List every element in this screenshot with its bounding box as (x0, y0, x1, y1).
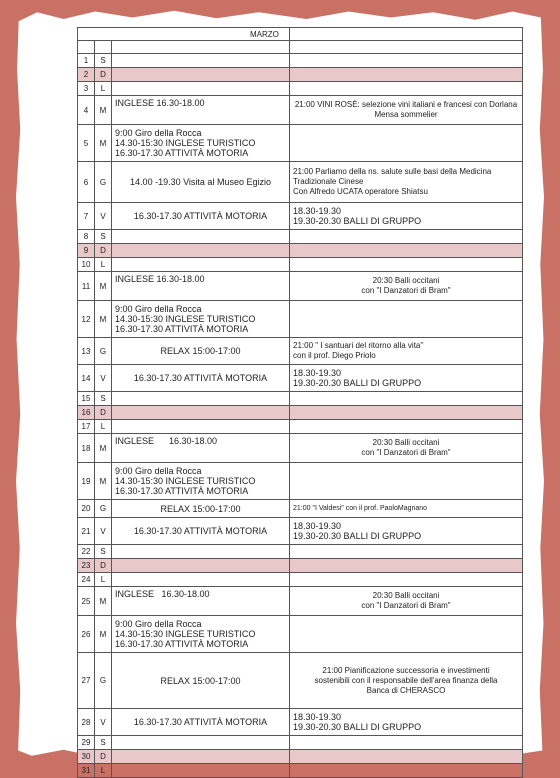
weekday: M (95, 463, 112, 500)
weekday: L (95, 573, 112, 587)
day-number: 30 (78, 750, 95, 764)
daytime-activity: INGLESE 16.30-18.00 (112, 434, 290, 463)
day-row-sunday (78, 406, 523, 420)
day-row-sunday (78, 559, 523, 573)
day-row (78, 420, 523, 434)
evening-activity (290, 54, 523, 68)
daytime-activity: INGLESE 16.30-18.00 (112, 96, 290, 125)
day-number: 29 (78, 736, 95, 750)
day-number: 8 (78, 230, 95, 244)
weekday: G (95, 653, 112, 709)
weekday: M (95, 125, 112, 162)
day-number: 15 (78, 392, 95, 406)
day-row (78, 258, 523, 272)
day-row (78, 272, 523, 301)
day-number: 6 (78, 162, 95, 203)
daytime-activity (112, 68, 290, 82)
day-row (78, 463, 523, 500)
day-number: 10 (78, 258, 95, 272)
day-number: 12 (78, 301, 95, 338)
weekday: D (95, 244, 112, 258)
calendar-table (77, 27, 523, 778)
daytime-activity: RELAX 15:00-17:00 (112, 500, 290, 518)
weekday: M (95, 587, 112, 616)
day-number: 7 (78, 203, 95, 230)
day-row (78, 82, 523, 96)
weekday: G (95, 338, 112, 365)
day-number: 20 (78, 500, 95, 518)
weekday: D (95, 750, 112, 764)
weekday: S (95, 392, 112, 406)
header-row (78, 28, 523, 41)
day-number: 14 (78, 365, 95, 392)
daytime-activity: 16.30-17.30 ATTIVITÀ MOTORIA (112, 203, 290, 230)
evening-activity (290, 545, 523, 559)
day-number: 22 (78, 545, 95, 559)
daytime-activity (112, 573, 290, 587)
day-number: 27 (78, 653, 95, 709)
day-row (78, 230, 523, 244)
daytime-activity: 9:00 Giro della Rocca 14.30-15:30 INGLESE TURISTICO 16.30-17.30 ATTIVITÀ MOTORIA (112, 463, 290, 500)
weekday: G (95, 500, 112, 518)
daytime-activity (112, 750, 290, 764)
daytime-activity: 14.00 -19.30 Visita al Museo Egizio (112, 162, 290, 203)
evening-activity: 21:00 Pianificazione successoria e investimenti sostenibili con il responsabile dell'area finanza della Banca di CHERASCO (290, 653, 523, 709)
weekday: S (95, 736, 112, 750)
day-row (78, 301, 523, 338)
daytime-activity: 9:00 Giro della Rocca 14.30-15:30 INGLESE TURISTICO 16.30-17.30 ATTIVITÀ MOTORIA (112, 616, 290, 653)
daytime-activity (112, 230, 290, 244)
evening-activity (290, 68, 523, 82)
weekday: L (95, 420, 112, 434)
daytime-activity: INGLESE 16.30-18.00 (112, 587, 290, 616)
day-row (78, 54, 523, 68)
evening-activity (290, 230, 523, 244)
weekday: V (95, 518, 112, 545)
evening-activity (290, 616, 523, 653)
day-row (78, 162, 523, 203)
blank-row (78, 41, 523, 54)
weekday: D (95, 406, 112, 420)
day-number: 21 (78, 518, 95, 545)
day-number: 18 (78, 434, 95, 463)
evening-activity: 21:00 " I santuari del ritorno alla vita" con il prof. Diego Priolo (290, 338, 523, 365)
day-row (78, 653, 523, 709)
evening-activity (290, 750, 523, 764)
day-number: 28 (78, 709, 95, 736)
weekday: V (95, 203, 112, 230)
evening-activity: 20:30 Balli occitani con "I Danzatori di Bram" (290, 587, 523, 616)
day-number: 25 (78, 587, 95, 616)
daytime-activity (112, 736, 290, 750)
daytime-activity (112, 392, 290, 406)
evening-activity (290, 559, 523, 573)
evening-activity (290, 244, 523, 258)
evening-activity: 20:30 Balli occitani con "I Danzatori di Bram" (290, 434, 523, 463)
weekday: L (95, 258, 112, 272)
evening-activity (290, 420, 523, 434)
daytime-activity (112, 559, 290, 573)
evening-activity (290, 125, 523, 162)
daytime-activity: RELAX 15:00-17:00 (112, 653, 290, 709)
daytime-activity (112, 54, 290, 68)
day-number: 23 (78, 559, 95, 573)
day-row (78, 573, 523, 587)
day-row (78, 96, 523, 125)
evening-activity: 21:00 VINI ROSÈ: selezione vini italiani e francesi con Dorlana Mensa sommelier (290, 96, 523, 125)
day-row (78, 338, 523, 365)
day-number: 1 (78, 54, 95, 68)
day-row (78, 203, 523, 230)
evening-activity (290, 463, 523, 500)
evening-activity: 18.30-19.30 19.30-20.30 BALLI DI GRUPPO (290, 518, 523, 545)
weekday: M (95, 434, 112, 463)
day-number: 11 (78, 272, 95, 301)
evening-activity: 18.30-19.30 19.30-20.30 BALLI DI GRUPPO (290, 709, 523, 736)
weekday: M (95, 272, 112, 301)
day-row (78, 392, 523, 406)
day-row (78, 764, 523, 778)
day-number: 24 (78, 573, 95, 587)
day-number: 26 (78, 616, 95, 653)
day-row (78, 434, 523, 463)
day-row (78, 587, 523, 616)
daytime-activity (112, 406, 290, 420)
day-number: 2 (78, 68, 95, 82)
weekday: V (95, 709, 112, 736)
daytime-activity (112, 258, 290, 272)
day-row (78, 545, 523, 559)
day-row-sunday (78, 244, 523, 258)
daytime-activity: 16.30-17.30 ATTIVITÀ MOTORIA (112, 518, 290, 545)
weekday: M (95, 616, 112, 653)
daytime-activity: INGLESE 16.30-18.00 (112, 272, 290, 301)
weekday: S (95, 230, 112, 244)
day-number: 31 (78, 764, 95, 778)
day-number: 5 (78, 125, 95, 162)
evening-activity (290, 573, 523, 587)
day-row (78, 709, 523, 736)
evening-activity (290, 406, 523, 420)
day-number: 13 (78, 338, 95, 365)
weekday: V (95, 365, 112, 392)
evening-activity (290, 736, 523, 750)
day-number: 3 (78, 82, 95, 96)
daytime-activity (112, 82, 290, 96)
day-number: 9 (78, 244, 95, 258)
weekday: L (95, 764, 112, 778)
weekday: G (95, 162, 112, 203)
daytime-activity: RELAX 15:00-17:00 (112, 338, 290, 365)
weekday: D (95, 68, 112, 82)
evening-activity: 21:00 "I Valdesi" con il prof. PaoloMagnano (290, 500, 523, 518)
daytime-activity: 9:00 Giro della Rocca 14.30-15:30 INGLESE TURISTICO 16.30-17.30 ATTIVITÀ MOTORIA (112, 125, 290, 162)
daytime-activity: 16.30-17.30 ATTIVITÀ MOTORIA (112, 365, 290, 392)
weekday: S (95, 545, 112, 559)
evening-activity (290, 392, 523, 406)
evening-activity (290, 82, 523, 96)
evening-activity: 18.30-19.30 19.30-20.30 BALLI DI GRUPPO (290, 365, 523, 392)
daytime-activity (112, 244, 290, 258)
daytime-activity (112, 764, 290, 778)
day-row-sunday (78, 68, 523, 82)
day-number: 17 (78, 420, 95, 434)
evening-activity (290, 258, 523, 272)
weekday: S (95, 54, 112, 68)
day-row (78, 365, 523, 392)
evening-activity (290, 764, 523, 778)
day-row (78, 518, 523, 545)
day-row (78, 736, 523, 750)
weekday: M (95, 301, 112, 338)
day-number: 16 (78, 406, 95, 420)
day-row (78, 616, 523, 653)
weekday: D (95, 559, 112, 573)
day-row-sunday (78, 750, 523, 764)
evening-activity: 20:30 Balli occitani con "I Danzatori di Bram" (290, 272, 523, 301)
daytime-activity (112, 545, 290, 559)
day-number: 19 (78, 463, 95, 500)
weekday: M (95, 96, 112, 125)
day-number: 4 (78, 96, 95, 125)
evening-activity (290, 301, 523, 338)
evening-activity: 18.30-19.30 19.30-20.30 BALLI DI GRUPPO (290, 203, 523, 230)
month-title: MARZO (250, 28, 483, 41)
evening-activity: 21:00 Parliamo della ns. salute sulle basi della Medicina Tradizionale Cinese Con Alfredo UCATA operatore Shiatsu (290, 162, 523, 203)
day-row (78, 500, 523, 518)
daytime-activity (112, 420, 290, 434)
weekday: L (95, 82, 112, 96)
daytime-activity: 9:00 Giro della Rocca 14.30-15:30 INGLESE TURISTICO 16.30-17.30 ATTIVITÀ MOTORIA (112, 301, 290, 338)
daytime-activity: 16.30-17.30 ATTIVITÀ MOTORIA (112, 709, 290, 736)
day-row (78, 125, 523, 162)
